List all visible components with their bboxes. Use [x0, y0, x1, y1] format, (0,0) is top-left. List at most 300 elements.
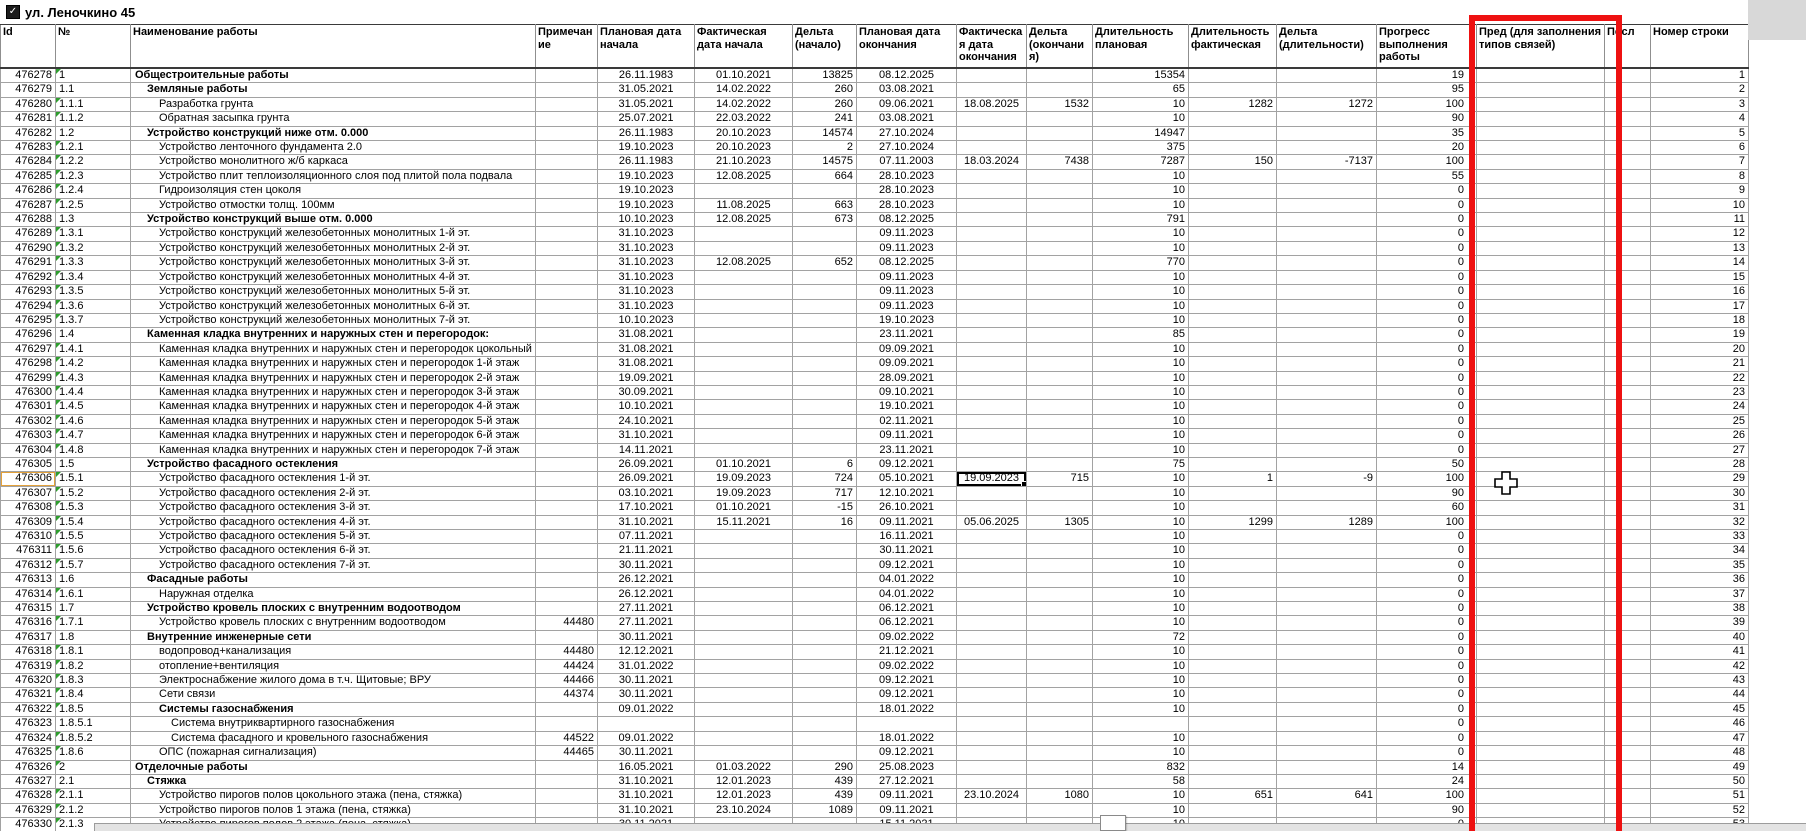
cell-row_num[interactable]: 13 [1651, 241, 1749, 255]
cell-pred[interactable] [1477, 83, 1605, 97]
cell-posl[interactable] [1605, 774, 1651, 788]
cell-plan_start[interactable]: 26.11.1983 [598, 155, 695, 169]
cell-note[interactable] [536, 760, 598, 774]
cell-pred[interactable] [1477, 155, 1605, 169]
cell-dur_plan[interactable]: 14947 [1093, 126, 1189, 140]
cell-posl[interactable] [1605, 443, 1651, 457]
cell-dur_plan[interactable]: 10 [1093, 530, 1189, 544]
cell-delta_dur[interactable] [1277, 299, 1377, 313]
cell-dur_plan[interactable]: 10 [1093, 789, 1189, 803]
cell-progress[interactable]: 100 [1377, 515, 1477, 529]
cell-row_num[interactable]: 23 [1651, 385, 1749, 399]
cell-id[interactable]: 476297 [1, 342, 56, 356]
col-header-note[interactable]: Примечание [536, 25, 598, 69]
cell-num[interactable]: 2 [56, 760, 131, 774]
cell-fact_start[interactable] [695, 357, 793, 371]
cell-delta_dur[interactable] [1277, 400, 1377, 414]
cell-delta_dur[interactable] [1277, 357, 1377, 371]
cell-delta_end[interactable] [1027, 645, 1093, 659]
cell-name[interactable]: Устройство фасадного остекления 7-й эт. [131, 558, 536, 572]
cell-num[interactable]: 1.4.4 [56, 385, 131, 399]
cell-dur_fact[interactable] [1189, 774, 1277, 788]
cell-delta_end[interactable] [1027, 385, 1093, 399]
cell-progress[interactable]: 90 [1377, 486, 1477, 500]
cell-dur_plan[interactable]: 10 [1093, 97, 1189, 111]
cell-name[interactable]: Стяжка [131, 774, 536, 788]
cell-delta_start[interactable]: 652 [793, 256, 857, 270]
cell-posl[interactable] [1605, 602, 1651, 616]
cell-pred[interactable] [1477, 688, 1605, 702]
cell-dur_fact[interactable] [1189, 486, 1277, 500]
cell-fact_end[interactable] [957, 486, 1027, 500]
cell-num[interactable]: 1.3.7 [56, 313, 131, 327]
cell-name[interactable]: Устройство фасадного остекления 3-й эт. [131, 501, 536, 515]
cell-posl[interactable] [1605, 414, 1651, 428]
cell-plan_start[interactable]: 09.01.2022 [598, 702, 695, 716]
cell-plan_start[interactable]: 10.10.2023 [598, 313, 695, 327]
col-header-dur_plan[interactable]: Длительность плановая [1093, 25, 1189, 69]
cell-plan_end[interactable]: 30.11.2021 [857, 544, 957, 558]
cell-delta_end[interactable] [1027, 688, 1093, 702]
cell-delta_start[interactable]: 241 [793, 112, 857, 126]
cell-fact_start[interactable] [695, 313, 793, 327]
cell-plan_start[interactable]: 19.10.2023 [598, 184, 695, 198]
cell-dur_plan[interactable]: 10 [1093, 515, 1189, 529]
cell-delta_start[interactable] [793, 659, 857, 673]
cell-delta_dur[interactable] [1277, 544, 1377, 558]
cell-row_num[interactable]: 3 [1651, 97, 1749, 111]
cell-note[interactable] [536, 486, 598, 500]
col-header-fact_end[interactable]: Фактическая дата окончания [957, 25, 1027, 69]
cell-posl[interactable] [1605, 270, 1651, 284]
cell-progress[interactable]: 0 [1377, 702, 1477, 716]
cell-note[interactable] [536, 602, 598, 616]
cell-name[interactable]: Каменная кладка внутренних и наружных стен и перегородок 3-й этаж [131, 385, 536, 399]
cell-note[interactable] [536, 573, 598, 587]
cell-plan_start[interactable]: 26.12.2021 [598, 573, 695, 587]
cell-posl[interactable] [1605, 112, 1651, 126]
cell-row_num[interactable]: 16 [1651, 285, 1749, 299]
cell-row_num[interactable]: 2 [1651, 83, 1749, 97]
cell-pred[interactable] [1477, 544, 1605, 558]
cell-progress[interactable]: 0 [1377, 717, 1477, 731]
cell-note[interactable] [536, 472, 598, 486]
cell-plan_end[interactable]: 19.10.2021 [857, 400, 957, 414]
cell-num[interactable]: 1.7.1 [56, 616, 131, 630]
cell-fact_start[interactable]: 14.02.2022 [695, 83, 793, 97]
cell-fact_start[interactable]: 11.08.2025 [695, 198, 793, 212]
cell-pred[interactable] [1477, 717, 1605, 731]
cell-num[interactable]: 2.1.1 [56, 789, 131, 803]
cell-delta_start[interactable]: 16 [793, 515, 857, 529]
cell-dur_fact[interactable] [1189, 285, 1277, 299]
col-header-num[interactable]: № [56, 25, 131, 69]
cell-pred[interactable] [1477, 702, 1605, 716]
cell-dur_fact[interactable]: 1 [1189, 472, 1277, 486]
cell-plan_start[interactable]: 30.11.2021 [598, 688, 695, 702]
cell-num[interactable]: 1.5.2 [56, 486, 131, 500]
cell-posl[interactable] [1605, 97, 1651, 111]
cell-progress[interactable]: 0 [1377, 616, 1477, 630]
cell-delta_end[interactable]: 1305 [1027, 515, 1093, 529]
cell-delta_dur[interactable] [1277, 501, 1377, 515]
cell-fact_end[interactable] [957, 400, 1027, 414]
cell-plan_start[interactable] [598, 717, 695, 731]
cell-fact_start[interactable] [695, 429, 793, 443]
cell-plan_start[interactable]: 31.10.2023 [598, 241, 695, 255]
cell-progress[interactable]: 0 [1377, 256, 1477, 270]
cell-name[interactable]: Устройство конструкций железобетонных монолитных 7-й эт. [131, 313, 536, 327]
cell-dur_plan[interactable]: 65 [1093, 83, 1189, 97]
cell-note[interactable] [536, 544, 598, 558]
cell-fact_start[interactable] [695, 558, 793, 572]
cell-plan_start[interactable]: 31.10.2021 [598, 789, 695, 803]
cell-dur_plan[interactable]: 10 [1093, 313, 1189, 327]
cell-dur_plan[interactable]: 10 [1093, 184, 1189, 198]
cell-plan_start[interactable]: 26.12.2021 [598, 587, 695, 601]
horizontal-scrollbar[interactable] [94, 823, 1806, 831]
cell-plan_end[interactable] [857, 717, 957, 731]
cell-note[interactable] [536, 400, 598, 414]
cell-dur_fact[interactable] [1189, 357, 1277, 371]
cell-pred[interactable] [1477, 558, 1605, 572]
cell-plan_start[interactable]: 27.11.2021 [598, 616, 695, 630]
cell-id[interactable]: 476288 [1, 213, 56, 227]
cell-num[interactable]: 1.8.6 [56, 746, 131, 760]
cell-posl[interactable] [1605, 573, 1651, 587]
cell-num[interactable]: 1.4.7 [56, 429, 131, 443]
cell-note[interactable] [536, 313, 598, 327]
cell-id[interactable]: 476289 [1, 227, 56, 241]
cell-note[interactable] [536, 97, 598, 111]
cell-dur_plan[interactable]: 10 [1093, 169, 1189, 183]
cell-delta_end[interactable] [1027, 112, 1093, 126]
cell-dur_plan[interactable]: 10 [1093, 198, 1189, 212]
cell-dur_plan[interactable]: 375 [1093, 141, 1189, 155]
cell-name[interactable]: Устройство конструкций железобетонных монолитных 5-й эт. [131, 285, 536, 299]
cell-dur_fact[interactable] [1189, 731, 1277, 745]
cell-delta_start[interactable] [793, 357, 857, 371]
cell-delta_start[interactable] [793, 400, 857, 414]
cell-progress[interactable]: 0 [1377, 328, 1477, 342]
cell-fact_start[interactable]: 22.03.2022 [695, 112, 793, 126]
cell-fact_start[interactable] [695, 371, 793, 385]
cell-dur_plan[interactable]: 10 [1093, 616, 1189, 630]
cell-fact_start[interactable] [695, 385, 793, 399]
cell-fact_end[interactable] [957, 169, 1027, 183]
cell-delta_dur[interactable] [1277, 674, 1377, 688]
cell-plan_start[interactable]: 26.09.2021 [598, 457, 695, 471]
cell-posl[interactable] [1605, 674, 1651, 688]
cell-posl[interactable] [1605, 241, 1651, 255]
cell-delta_end[interactable] [1027, 342, 1093, 356]
cell-name[interactable]: Устройство кровель плоских с внутренним водоотводом [131, 616, 536, 630]
cell-fact_start[interactable] [695, 602, 793, 616]
cell-plan_start[interactable]: 31.10.2021 [598, 429, 695, 443]
cell-delta_start[interactable]: 14575 [793, 155, 857, 169]
cell-plan_end[interactable]: 09.12.2021 [857, 558, 957, 572]
cell-row_num[interactable]: 6 [1651, 141, 1749, 155]
cell-posl[interactable] [1605, 285, 1651, 299]
cell-delta_dur[interactable] [1277, 169, 1377, 183]
cell-delta_dur[interactable] [1277, 443, 1377, 457]
cell-delta_start[interactable] [793, 371, 857, 385]
cell-plan_end[interactable]: 03.08.2021 [857, 83, 957, 97]
cell-delta_start[interactable] [793, 717, 857, 731]
cell-fact_start[interactable]: 01.10.2021 [695, 68, 793, 83]
cell-delta_dur[interactable] [1277, 241, 1377, 255]
cell-id[interactable]: 476316 [1, 616, 56, 630]
cell-dur_fact[interactable] [1189, 313, 1277, 327]
cell-delta_start[interactable]: 6 [793, 457, 857, 471]
cell-fact_start[interactable]: 14.02.2022 [695, 97, 793, 111]
cell-posl[interactable] [1605, 659, 1651, 673]
cell-delta_end[interactable] [1027, 429, 1093, 443]
cell-pred[interactable] [1477, 112, 1605, 126]
cell-fact_end[interactable] [957, 731, 1027, 745]
cell-num[interactable]: 1.2.3 [56, 169, 131, 183]
cell-note[interactable] [536, 256, 598, 270]
cell-dur_plan[interactable]: 10 [1093, 659, 1189, 673]
cell-plan_start[interactable]: 03.10.2021 [598, 486, 695, 500]
cell-fact_start[interactable]: 12.01.2023 [695, 774, 793, 788]
cell-note[interactable] [536, 630, 598, 644]
cell-delta_start[interactable] [793, 342, 857, 356]
cell-progress[interactable]: 50 [1377, 457, 1477, 471]
cell-row_num[interactable]: 7 [1651, 155, 1749, 169]
cell-delta_start[interactable] [793, 746, 857, 760]
cell-posl[interactable] [1605, 530, 1651, 544]
cell-id[interactable]: 476284 [1, 155, 56, 169]
col-header-name[interactable]: Наименование работы [131, 25, 536, 69]
cell-progress[interactable]: 0 [1377, 299, 1477, 313]
col-header-pred[interactable]: Пред (для заполнения типов связей) [1477, 25, 1605, 69]
cell-fact_end[interactable] [957, 112, 1027, 126]
cell-row_num[interactable]: 47 [1651, 731, 1749, 745]
cell-fact_end[interactable] [957, 241, 1027, 255]
cell-fact_start[interactable] [695, 285, 793, 299]
cell-progress[interactable]: 0 [1377, 385, 1477, 399]
cell-delta_start[interactable] [793, 573, 857, 587]
cell-delta_dur[interactable] [1277, 760, 1377, 774]
cell-dur_plan[interactable]: 791 [1093, 213, 1189, 227]
cell-delta_start[interactable]: 717 [793, 486, 857, 500]
cell-id[interactable]: 476322 [1, 702, 56, 716]
cell-delta_start[interactable] [793, 285, 857, 299]
cell-plan_start[interactable]: 10.10.2021 [598, 400, 695, 414]
cell-num[interactable]: 1.4.1 [56, 342, 131, 356]
cell-fact_end[interactable] [957, 717, 1027, 731]
cell-progress[interactable]: 0 [1377, 198, 1477, 212]
cell-note[interactable] [536, 702, 598, 716]
cell-progress[interactable]: 0 [1377, 659, 1477, 673]
cell-progress[interactable]: 0 [1377, 443, 1477, 457]
cell-dur_plan[interactable]: 10 [1093, 602, 1189, 616]
cell-plan_start[interactable]: 30.11.2021 [598, 558, 695, 572]
cell-name[interactable]: Отделочные работы [131, 760, 536, 774]
cell-plan_end[interactable]: 28.10.2023 [857, 184, 957, 198]
cell-dur_fact[interactable] [1189, 760, 1277, 774]
cell-fact_start[interactable] [695, 674, 793, 688]
cell-plan_end[interactable]: 28.10.2023 [857, 198, 957, 212]
cell-fact_start[interactable] [695, 270, 793, 284]
cell-num[interactable]: 1.5 [56, 457, 131, 471]
cell-dur_plan[interactable]: 10 [1093, 573, 1189, 587]
cell-dur_fact[interactable]: 150 [1189, 155, 1277, 169]
cell-name[interactable]: Устройство ленточного фундамента 2.0 [131, 141, 536, 155]
cell-dur_fact[interactable] [1189, 702, 1277, 716]
cell-note[interactable] [536, 530, 598, 544]
cell-row_num[interactable]: 24 [1651, 400, 1749, 414]
cell-plan_end[interactable]: 28.10.2023 [857, 169, 957, 183]
cell-plan_end[interactable]: 06.12.2021 [857, 602, 957, 616]
cell-fact_end[interactable] [957, 501, 1027, 515]
cell-fact_end[interactable] [957, 126, 1027, 140]
cell-fact_start[interactable] [695, 544, 793, 558]
cell-plan_start[interactable]: 31.10.2023 [598, 270, 695, 284]
cell-progress[interactable]: 60 [1377, 501, 1477, 515]
cell-plan_end[interactable]: 25.08.2023 [857, 760, 957, 774]
cell-dur_fact[interactable] [1189, 126, 1277, 140]
cell-dur_fact[interactable] [1189, 256, 1277, 270]
cell-pred[interactable] [1477, 457, 1605, 471]
cell-id[interactable]: 476309 [1, 515, 56, 529]
cell-name[interactable]: водопровод+канализация [131, 645, 536, 659]
cell-progress[interactable]: 100 [1377, 97, 1477, 111]
cell-fact_end[interactable] [957, 659, 1027, 673]
cell-num[interactable]: 1.8.5 [56, 702, 131, 716]
cell-pred[interactable] [1477, 357, 1605, 371]
cell-id[interactable]: 476330 [1, 818, 56, 831]
cell-num[interactable]: 2.1.3 [56, 818, 131, 831]
cell-delta_dur[interactable] [1277, 184, 1377, 198]
cell-num[interactable]: 1.8.3 [56, 674, 131, 688]
cell-note[interactable] [536, 83, 598, 97]
cell-delta_dur[interactable]: 1272 [1277, 97, 1377, 111]
cell-dur_plan[interactable]: 75 [1093, 457, 1189, 471]
cell-dur_plan[interactable]: 10 [1093, 400, 1189, 414]
cell-plan_start[interactable]: 16.05.2021 [598, 760, 695, 774]
cell-pred[interactable] [1477, 789, 1605, 803]
cell-delta_end[interactable] [1027, 774, 1093, 788]
cell-plan_end[interactable]: 27.10.2024 [857, 126, 957, 140]
cell-id[interactable]: 476285 [1, 169, 56, 183]
cell-row_num[interactable]: 22 [1651, 371, 1749, 385]
cell-note[interactable] [536, 357, 598, 371]
cell-fact_start[interactable] [695, 342, 793, 356]
cell-name[interactable]: Обратная засыпка грунта [131, 112, 536, 126]
cell-posl[interactable] [1605, 558, 1651, 572]
cell-fact_start[interactable] [695, 630, 793, 644]
cell-dur_fact[interactable] [1189, 241, 1277, 255]
cell-fact_end[interactable] [957, 256, 1027, 270]
cell-fact_end[interactable] [957, 385, 1027, 399]
cell-delta_dur[interactable] [1277, 328, 1377, 342]
cell-num[interactable]: 1.1.1 [56, 97, 131, 111]
cell-pred[interactable] [1477, 760, 1605, 774]
cell-fact_start[interactable] [695, 241, 793, 255]
cell-id[interactable]: 476326 [1, 760, 56, 774]
cell-row_num[interactable]: 41 [1651, 645, 1749, 659]
cell-plan_start[interactable]: 31.08.2021 [598, 342, 695, 356]
cell-posl[interactable] [1605, 198, 1651, 212]
cell-fact_start[interactable]: 01.10.2021 [695, 501, 793, 515]
cell-dur_plan[interactable]: 832 [1093, 760, 1189, 774]
cell-dur_fact[interactable] [1189, 544, 1277, 558]
cell-delta_start[interactable]: 2 [793, 141, 857, 155]
cell-posl[interactable] [1605, 141, 1651, 155]
cell-fact_end[interactable] [957, 616, 1027, 630]
cell-plan_start[interactable]: 19.10.2023 [598, 141, 695, 155]
cell-posl[interactable] [1605, 501, 1651, 515]
cell-num[interactable]: 1.5.1 [56, 472, 131, 486]
cell-id[interactable]: 476317 [1, 630, 56, 644]
cell-delta_start[interactable] [793, 558, 857, 572]
cell-fact_start[interactable] [695, 414, 793, 428]
cell-dur_fact[interactable] [1189, 616, 1277, 630]
cell-row_num[interactable]: 51 [1651, 789, 1749, 803]
cell-fact_end[interactable] [957, 429, 1027, 443]
cell-fact_end[interactable]: 18.08.2025 [957, 97, 1027, 111]
cell-delta_end[interactable] [1027, 616, 1093, 630]
cell-name[interactable]: Каменная кладка внутренних и наружных стен и перегородок 7-й этаж [131, 443, 536, 457]
cell-delta_start[interactable] [793, 385, 857, 399]
cell-id[interactable]: 476279 [1, 83, 56, 97]
cell-name[interactable]: Устройство конструкций железобетонных монолитных 3-й эт. [131, 256, 536, 270]
cell-fact_end[interactable] [957, 760, 1027, 774]
cell-delta_end[interactable] [1027, 544, 1093, 558]
cell-plan_end[interactable]: 08.12.2025 [857, 68, 957, 83]
cell-pred[interactable] [1477, 659, 1605, 673]
cell-fact_end[interactable] [957, 328, 1027, 342]
cell-id[interactable]: 476325 [1, 746, 56, 760]
cell-name[interactable]: Земляные работы [131, 83, 536, 97]
cell-row_num[interactable]: 50 [1651, 774, 1749, 788]
cell-id[interactable]: 476318 [1, 645, 56, 659]
cell-num[interactable]: 1.2.1 [56, 141, 131, 155]
cell-dur_plan[interactable]: 10 [1093, 702, 1189, 716]
cell-fact_start[interactable]: 12.01.2023 [695, 789, 793, 803]
cell-plan_end[interactable]: 09.11.2023 [857, 241, 957, 255]
cell-posl[interactable] [1605, 472, 1651, 486]
cell-delta_dur[interactable] [1277, 530, 1377, 544]
cell-name[interactable]: Устройство пирогов полов 1 этажа (пена, стяжка) [131, 803, 536, 817]
cell-delta_dur[interactable] [1277, 83, 1377, 97]
cell-id[interactable]: 476314 [1, 587, 56, 601]
cell-pred[interactable] [1477, 313, 1605, 327]
cell-plan_start[interactable]: 31.10.2021 [598, 774, 695, 788]
cell-delta_start[interactable] [793, 299, 857, 313]
cell-delta_end[interactable] [1027, 457, 1093, 471]
cell-delta_end[interactable] [1027, 198, 1093, 212]
cell-name[interactable]: Устройство фасадного остекления 6-й эт. [131, 544, 536, 558]
cell-plan_end[interactable]: 09.09.2021 [857, 357, 957, 371]
cell-delta_end[interactable] [1027, 558, 1093, 572]
cell-delta_dur[interactable] [1277, 313, 1377, 327]
cell-delta_dur[interactable] [1277, 616, 1377, 630]
cell-id[interactable]: 476293 [1, 285, 56, 299]
cell-delta_dur[interactable] [1277, 602, 1377, 616]
cell-pred[interactable] [1477, 414, 1605, 428]
cell-posl[interactable] [1605, 126, 1651, 140]
cell-pred[interactable] [1477, 587, 1605, 601]
cell-row_num[interactable]: 44 [1651, 688, 1749, 702]
cell-num[interactable]: 1.8.2 [56, 659, 131, 673]
cell-delta_dur[interactable] [1277, 126, 1377, 140]
cell-plan_start[interactable]: 31.08.2021 [598, 328, 695, 342]
cell-plan_end[interactable]: 26.10.2021 [857, 501, 957, 515]
cell-delta_start[interactable]: 664 [793, 169, 857, 183]
